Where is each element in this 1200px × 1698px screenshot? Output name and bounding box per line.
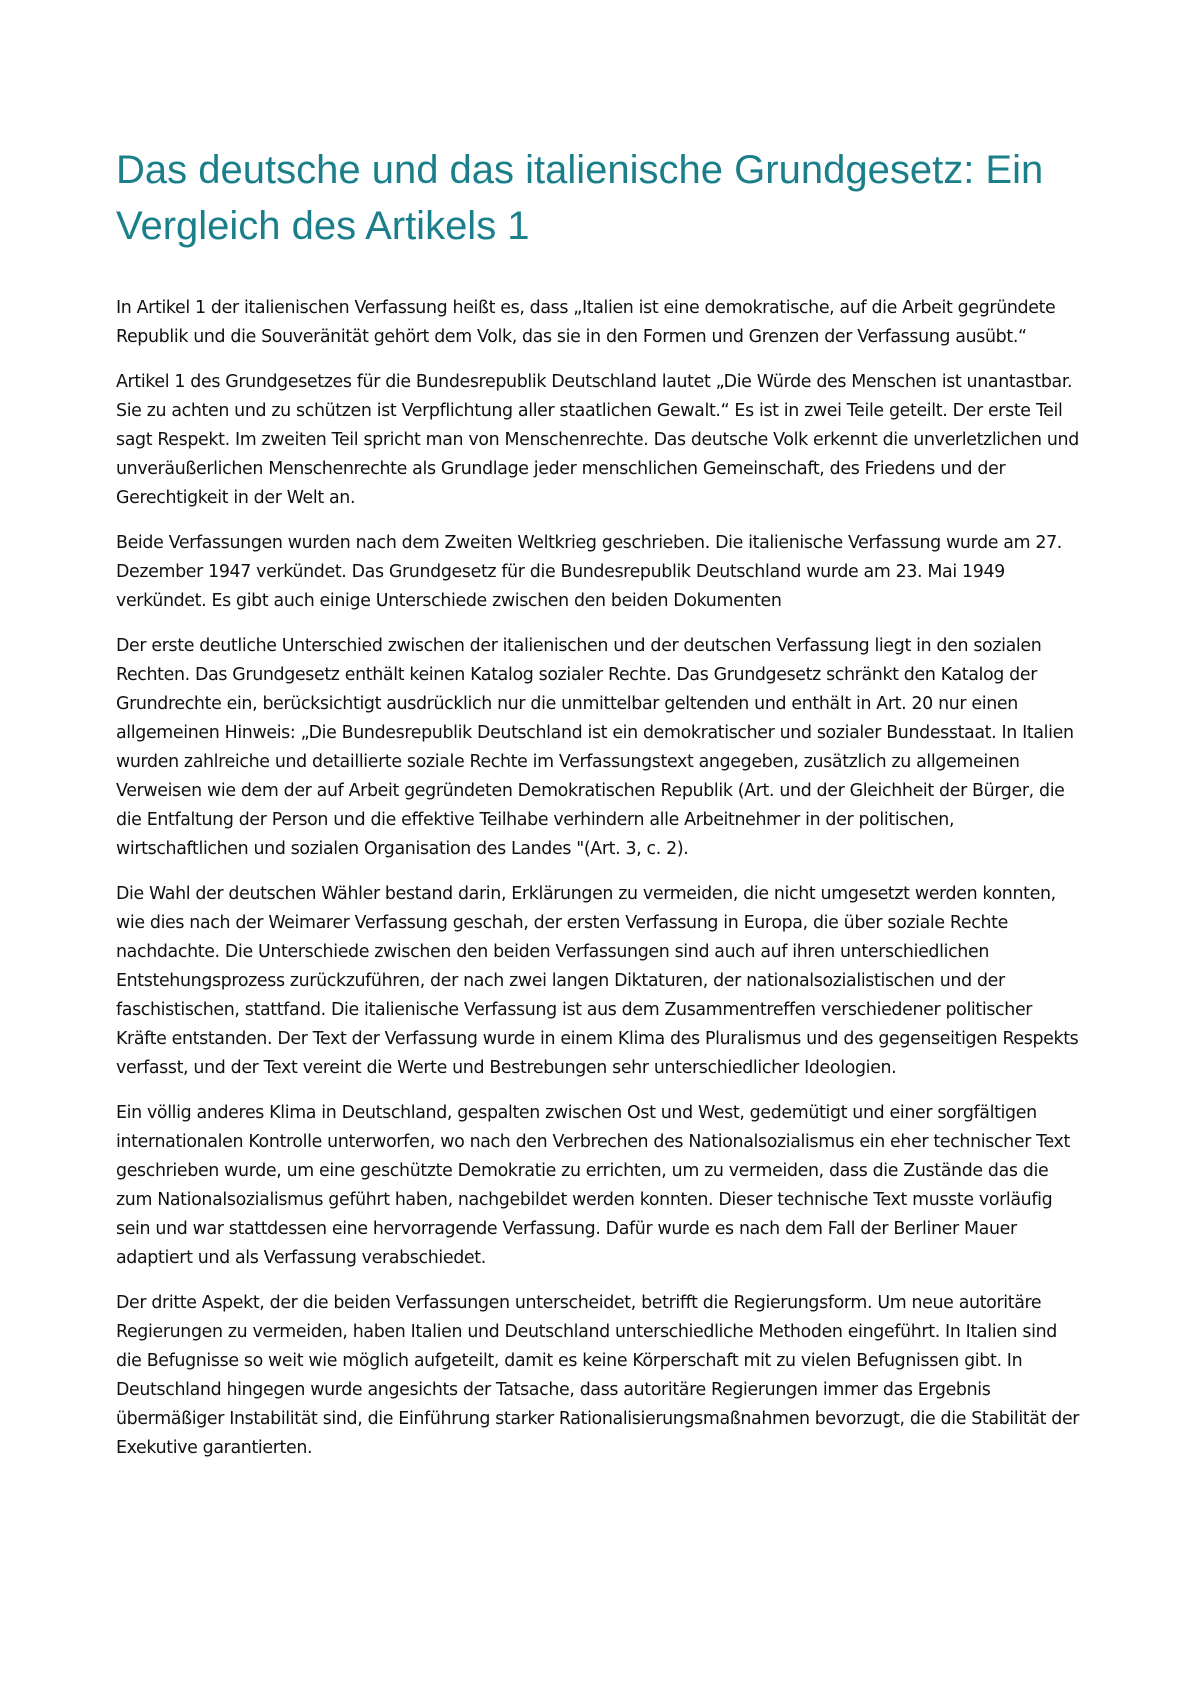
- paragraph-germany-climate: Ein völlig anderes Klima in Deutschland, gespalten zwischen Ost und West, gedemütigt und einer sorgfältigen internationalen Kontrolle unterworfen, wo nach den Verbrechen des Nationalsozialismus ein eher technischer Text geschrieben wurde, um eine geschützte Demokratie zu errichten, um zu vermeiden, dass die Zustände das die zum Nationalsozialismus geführt haben, nachgebildet werden konnten. Dieser technische Text musste vorläufig sein und war stattdessen eine hervorragende Verfassung. Dafür wurde es nach dem Fall der Berliner Mauer adaptiert und als Verfassung verabschiedet.: [116, 1103, 1070, 1268]
- paragraph-article1-italy: In Artikel 1 der italienischen Verfassung heißt es, dass „Italien ist eine demokratische, auf die Arbeit gegründete Republik und die Souveränität gehört dem Volk, das sie in den Formen und Grenzen der Verfassung ausübt.“: [116, 298, 1056, 347]
- paragraph-origins: Die Wahl der deutschen Wähler bestand darin, Erklärungen zu vermeiden, die nicht umgesetzt werden konnten, wie dies nach der Weimarer Verfassung geschah, der ersten Verfassung in Europa, die über soziale Rechte nachdachte. Die Unterschiede zwischen den beiden Verfassungen sind auch auf ihren unterschiedlichen Entstehungsprozess zurückzuführen, der nach zwei langen Diktaturen, der nationalsozialistischen und der faschistischen, stattfand. Die italienische Verfassung ist aus dem Zusammentreffen verschiedener politischer Kräfte entstanden. Der Text der Verfassung wurde in einem Klima des Pluralismus und des gegenseitigen Respekts verfasst, und der Text vereint die Werte und Bestrebungen sehr unterschiedlicher Ideologien.: [116, 884, 1079, 1078]
- paragraph-history: Beide Verfassungen wurden nach dem Zweiten Weltkrieg geschrieben. Die italienische Verfassung wurde am 27. Dezember 1947 verkündet. Das Grundgesetz für die Bundesrepublik Deutschland wurde am 23. Mai 1949 verkündet. Es gibt auch einige Unterschiede zwischen den beiden Dokumenten: [116, 533, 1062, 611]
- paragraph-social-rights: Der erste deutliche Unterschied zwischen der italienischen und der deutschen Verfassung liegt in den sozialen Rechten. Das Grundgesetz enthält keinen Katalog sozialer Rechte. Das Grundgesetz schränkt den Katalog der Grundrechte ein, berücksichtigt ausdrücklich nur die unmittelbar geltenden und enthält in Art. 20 nur einen allgemeinen Hinweis: „Die Bundesrepublik Deutschland ist ein demokratischer und sozialer Bundesstaat. In Italien wurden zahlreiche und detaillierte soziale Rechte im Verfassungstext angegeben, zusätzlich zu allgemeinen Verweisen wie dem der auf Arbeit gegründeten Demokratischen Republik (Art. und der Gleichheit der Bürger, die die Entfaltung der Person und die effektive Teilhabe verhindern alle Arbeitnehmer in der politischen, wirtschaftlichen und sozialen Organisation des Landes "(Art. 3, c. 2).: [116, 636, 1074, 859]
- paragraph-article1-germany: Artikel 1 des Grundgesetzes für die Bundesrepublik Deutschland lautet „Die Würde des Menschen ist unantastbar. Sie zu achten und zu schützen ist Verpflichtung aller staatlichen Gewalt.“ Es ist in zwei Teile geteilt. Der erste Teil sagt Respekt. Im zweiten Teil spricht man von Menschenrechte. Das deutsche Volk erkennt die unverletzlichen und unveräußerlichen Menschenrechte als Grundlage jeder menschlichen Gemeinschaft, des Friedens und der Gerechtigkeit in der Welt an.: [116, 372, 1079, 508]
- document-title: Das deutsche und das italienische Grundgesetz: Ein Vergleich des Artikels 1: [116, 148, 1044, 248]
- paragraph-government-form: Der dritte Aspekt, der die beiden Verfassungen unterscheidet, betrifft die Regierungsform. Um neue autoritäre Regierungen zu vermeiden, haben Italien und Deutschland unterschiedliche Methoden eingeführt. In Italien sind die Befugnisse so weit wie möglich aufgeteilt, damit es keine Körperschaft mit zu vielen Befugnissen gibt. In Deutschland hingegen wurde angesichts der Tatsache, dass autoritäre Regierungen immer das Ergebnis übermäßiger Instabilität sind, die Einführung starker Rationalisierungsmaßnahmen bevorzugt, die die Stabilität der Exekutive garantierten.: [116, 1293, 1080, 1458]
- document-body: [116, 142, 1086, 1479]
